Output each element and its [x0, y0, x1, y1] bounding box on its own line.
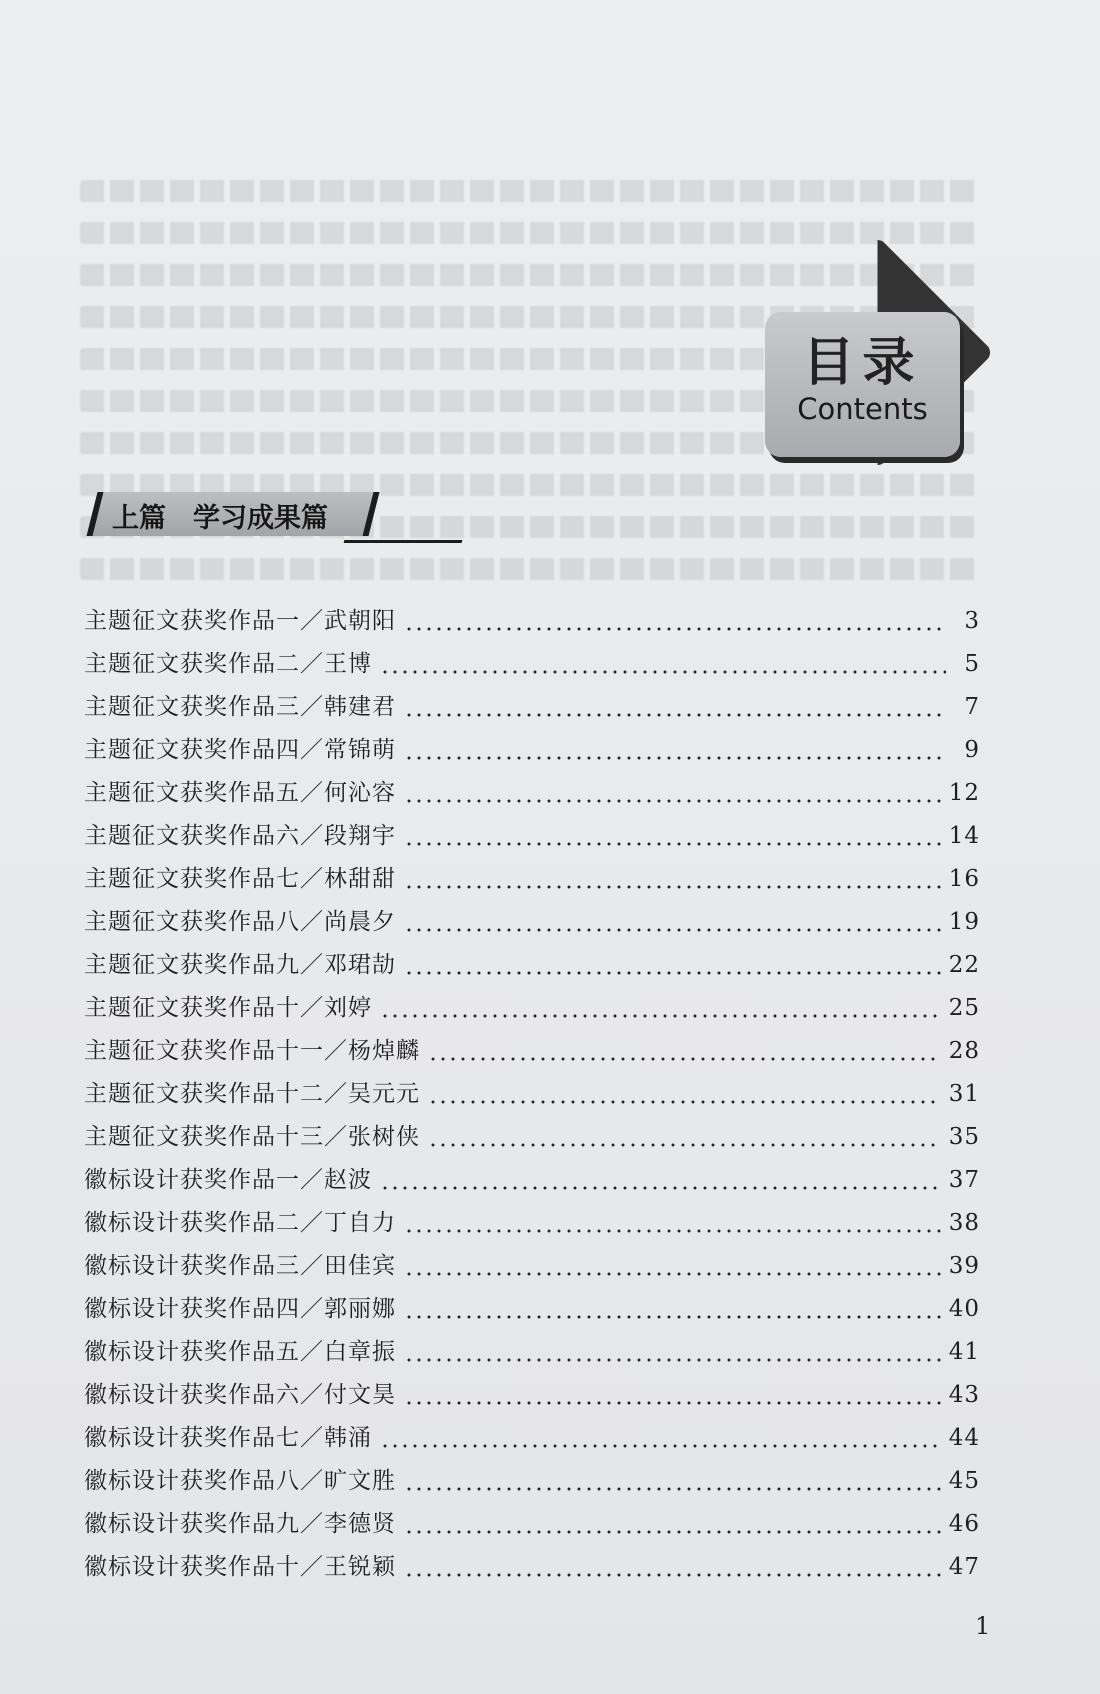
toc-entry[interactable] — [84, 774, 980, 817]
contents-title: 目录 — [802, 333, 923, 393]
dot-leader — [404, 1358, 941, 1362]
toc-entry-page: 39 — [948, 1253, 980, 1279]
dot-leader — [428, 1100, 941, 1104]
dot-leader — [404, 928, 941, 932]
toc-entry[interactable] — [84, 860, 980, 903]
toc-entry-title: 徽标设计获奖作品六／付文昊 — [84, 1382, 396, 1408]
toc-entry-page: 9 — [964, 737, 980, 763]
toc-entry-title: 徽标设计获奖作品七／韩涌 — [84, 1425, 372, 1451]
contents-subtitle: Contents — [797, 392, 928, 426]
toc-entry[interactable] — [84, 645, 980, 688]
dot-leader — [404, 842, 941, 846]
toc-entry[interactable] — [84, 1548, 980, 1591]
dot-leader — [380, 1014, 941, 1018]
toc-entry[interactable] — [84, 1419, 980, 1462]
toc-entry-title: 主题征文获奖作品十／刘婷 — [84, 995, 372, 1021]
toc-entry-page: 14 — [948, 823, 980, 849]
toc-entry[interactable] — [84, 1462, 980, 1505]
dot-leader — [404, 971, 941, 975]
toc-entry-page: 41 — [948, 1339, 980, 1365]
section-header — [82, 488, 382, 548]
toc-entry-title: 徽标设计获奖作品五／白章振 — [84, 1339, 396, 1365]
toc-entry-title: 主题征文获奖作品二／王博 — [84, 651, 372, 677]
toc-entry-page: 47 — [948, 1554, 980, 1580]
toc-entry[interactable] — [84, 688, 980, 731]
toc-entry-page: 3 — [964, 608, 980, 634]
toc-entry-page: 40 — [948, 1296, 980, 1322]
dot-leader — [428, 1143, 941, 1147]
toc-entry-title: 徽标设计获奖作品十／王锐颖 — [84, 1554, 396, 1580]
dot-leader — [404, 1487, 941, 1491]
toc-entry[interactable] — [84, 903, 980, 946]
toc-entry[interactable] — [84, 1290, 980, 1333]
dot-leader — [404, 1229, 941, 1233]
toc-entry-title: 主题征文获奖作品十一／杨焯麟 — [84, 1038, 420, 1064]
toc-entry-page: 46 — [948, 1511, 980, 1537]
toc-entry-page: 31 — [948, 1081, 980, 1107]
toc-entry-title: 徽标设计获奖作品一／赵波 — [84, 1167, 372, 1193]
toc-entry-title: 主题征文获奖作品十二／吴元元 — [84, 1081, 420, 1107]
toc-entry-title: 徽标设计获奖作品三／田佳宾 — [84, 1253, 396, 1279]
contents-emblem — [765, 262, 970, 472]
toc-entry-page: 19 — [948, 909, 980, 935]
toc-entry-title: 徽标设计获奖作品九／李德贤 — [84, 1511, 396, 1537]
toc-entry-page: 45 — [948, 1468, 980, 1494]
toc-entry[interactable] — [84, 1247, 980, 1290]
toc-entry-page: 25 — [948, 995, 980, 1021]
toc-entry-title: 主题征文获奖作品七／林甜甜 — [84, 866, 396, 892]
toc-entry-page: 12 — [948, 780, 980, 806]
section-underline — [344, 540, 463, 543]
toc-entry[interactable] — [84, 1075, 980, 1118]
toc-entry-page: 28 — [948, 1038, 980, 1064]
toc-entry-page: 16 — [948, 866, 980, 892]
dot-leader — [404, 1401, 941, 1405]
dot-leader — [380, 1444, 941, 1448]
toc-entry[interactable] — [84, 602, 980, 645]
toc-entry-title: 徽标设计获奖作品四／郭丽娜 — [84, 1296, 396, 1322]
dot-leader — [380, 1186, 941, 1190]
dot-leader — [404, 627, 946, 631]
toc-entry-title: 主题征文获奖作品九／邓珺劼 — [84, 952, 396, 978]
toc-entry-title: 徽标设计获奖作品八／旷文胜 — [84, 1468, 396, 1494]
dot-leader — [404, 1573, 941, 1577]
dot-leader — [404, 713, 946, 717]
toc-entry-page: 22 — [948, 952, 980, 978]
toc-entry[interactable] — [84, 1032, 980, 1075]
dot-leader — [404, 799, 941, 803]
toc-entry[interactable] — [84, 989, 980, 1032]
toc-entry-page: 44 — [948, 1425, 980, 1451]
toc-entry[interactable] — [84, 731, 980, 774]
toc-entry[interactable] — [84, 1118, 980, 1161]
dot-leader — [404, 1530, 941, 1534]
toc-entry[interactable] — [84, 1376, 980, 1419]
toc-entry[interactable] — [84, 1161, 980, 1204]
toc-entry-title: 主题征文获奖作品十三／张树侠 — [84, 1124, 420, 1150]
toc-entry[interactable] — [84, 1333, 980, 1376]
dot-leader — [404, 885, 941, 889]
toc-entry-page: 5 — [964, 651, 980, 677]
dot-leader — [404, 1272, 941, 1276]
toc-entry-page: 43 — [948, 1382, 980, 1408]
toc-list — [84, 602, 980, 1591]
toc-entry-page: 35 — [948, 1124, 980, 1150]
dot-leader — [380, 670, 946, 674]
dot-leader — [404, 756, 946, 760]
toc-entry-page: 7 — [964, 694, 980, 720]
toc-entry-page: 38 — [948, 1210, 980, 1236]
toc-entry-title: 主题征文获奖作品八／尚晨夕 — [84, 909, 396, 935]
toc-entry[interactable] — [84, 946, 980, 989]
dot-leader — [428, 1057, 941, 1061]
toc-entry-page: 37 — [948, 1167, 980, 1193]
toc-entry-title: 主题征文获奖作品六／段翔宇 — [84, 823, 396, 849]
page-number: 1 — [975, 1612, 991, 1640]
toc-entry-title: 主题征文获奖作品四／常锦萌 — [84, 737, 396, 763]
toc-entry[interactable] — [84, 1204, 980, 1247]
toc-entry-title: 主题征文获奖作品三／韩建君 — [84, 694, 396, 720]
toc-entry-title: 徽标设计获奖作品二／丁自力 — [84, 1210, 396, 1236]
section-title: 上篇 学习成果篇 — [112, 503, 328, 534]
toc-entry-title: 主题征文获奖作品一／武朝阳 — [84, 608, 396, 634]
toc-entry[interactable] — [84, 1505, 980, 1548]
toc-entry-title: 主题征文获奖作品五／何沁容 — [84, 780, 396, 806]
toc-entry[interactable] — [84, 817, 980, 860]
dot-leader — [404, 1315, 941, 1319]
